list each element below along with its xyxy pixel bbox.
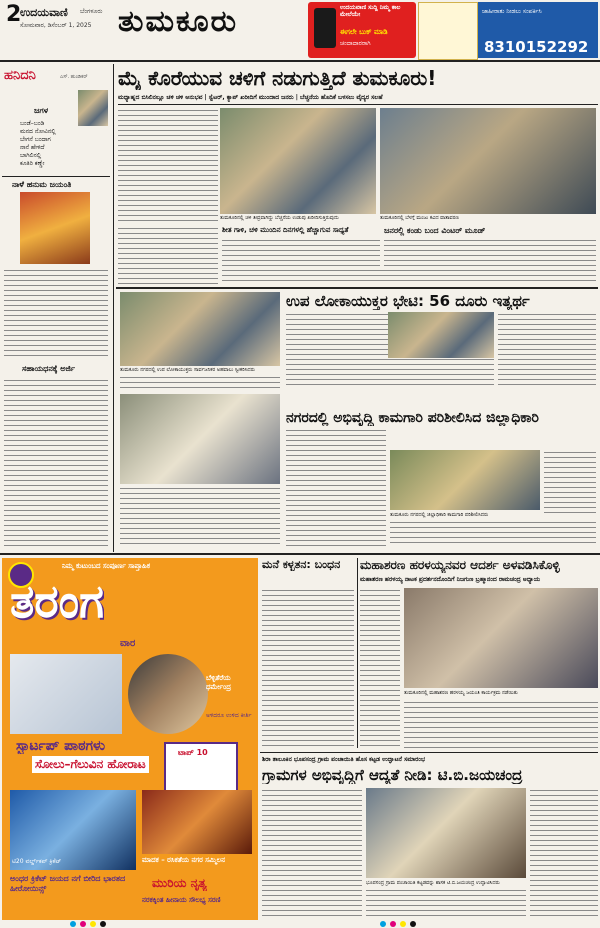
poem-line: ಬಾಗಿಲಿನಲ್ಲಿ [20, 152, 42, 159]
color-dot-icon [410, 921, 416, 927]
lead-photo-1 [220, 108, 376, 214]
badge-text: ಟಾಪ್ 10 [178, 748, 208, 757]
actor-cover [128, 654, 208, 734]
issue-date: ಸೋಮವಾರ, ಡಿಸೆಂಬರ್ 1, 2025 [20, 22, 92, 29]
ad-line-3: ಚಂದಾದಾರರಾಗಿ [340, 40, 371, 47]
lead-photo-2 [380, 108, 596, 214]
story4-headline: ಮಹಾಶರಣ ಹರಳಯ್ಯನವರ ಆದರ್ಶ ಅಳವಡಿಸಿಕೊಳ್ಳಿ [360, 558, 560, 572]
registration-marks [0, 920, 600, 928]
lead-subhead-rule [118, 104, 598, 105]
story3-caption: ತುಮಕೂರು ನಗರದಲ್ಲಿ ಜಿಲ್ಲಾಧಿಕಾರಿ ಕಾಮಗಾರಿ ಪರಿಶೀಲಿಸಿದರು [390, 512, 489, 518]
item2-title: ಸಹಾಯಧನಕ್ಕೆ ಅರ್ಜಿ [22, 364, 76, 373]
contact-line: ಜಾಹೀರಾತು ನೀಡಲು ಸಂಪರ್ಕಿಸಿ [482, 8, 542, 15]
color-dot-icon [380, 921, 386, 927]
color-dot-icon [100, 921, 106, 927]
lead-box-1: ಶೀತ ಗಾಳಿ, ಚಳಿ ಮುಂದಿನ ದಿನಗಳಲ್ಲಿ ಹೆಚ್ಚಾಗುವ ಸಾಧ್ಯತೆ [222, 226, 349, 234]
story2-caption-body [120, 375, 280, 391]
poem-line: ನಾನೆ ಹೇಳಿದೆ [20, 144, 45, 151]
story3-photo [390, 450, 540, 510]
subscription-ad [308, 2, 416, 58]
lead-photo-2-caption: ತುಮಕೂರಿನಲ್ಲಿ ಬೆಳಗ್ಗೆ ಮಂಜು ಕವಿದ ವಾತಾವರಣ [380, 215, 459, 221]
taranga-subtitle: ವಾರ [120, 638, 136, 649]
sidebar-rule [113, 64, 114, 552]
taranga-footer: ನರಕಕ್ಕಿಂತ ಹೀನಾಯ ಸೌಲಭ್ಯ ಸರಣಿ [142, 896, 221, 904]
story5-body-2 [366, 888, 526, 918]
lead-body-cols [118, 226, 218, 284]
story2-caption: ತುಮಕೂರು ನಗರದಲ್ಲಿ ಉಪ ಲೋಕಾಯುಕ್ತರು ಸಾರ್ವಜನಿಕರ ಅಹವಾಲು ಸ್ವೀಕರಿಸಿದರು [120, 367, 255, 373]
masthead [0, 0, 600, 62]
edition: ಬೆಂಗಳೂರು [80, 8, 103, 15]
story5-caption: ಭೂಪಸಂದ್ರ ಗ್ರಾಮ ಪಂಚಾಯಿತಿ ಕಟ್ಟಡವನ್ನು ಶಾಸಕ ಟಿ.ಬಿ.ಜಯಚಂದ್ರ ಉದ್ಘಾಟಿಸಿದರು [366, 880, 500, 886]
contact-ad [478, 2, 598, 58]
lead-headline: ಮೈ ಕೊರೆಯುವ ಚಳಿಗೆ ನಡುಗುತ್ತಿದೆ ತುಮಕೂರು! [118, 66, 437, 90]
cover3-text: ಅಂಧರ ಕ್ರಿಕೆಟ್ ಜಯದ ನಗೆ ಬೀರಿದ ಭಾರತದ ಹೀರೋಯಿನ್ಸ್ [10, 874, 126, 893]
cover4-text: ಮಾದಕ – ರಸಿಕತೆಯ ನಗರ ಸಮ್ಮಿಲನ [142, 856, 226, 864]
startup-cover [10, 654, 122, 734]
cover2-sub: ಅಳಿದರೂ ಉಳಿದ ಕೀರ್ತಿ [206, 712, 252, 719]
story4-body [360, 588, 400, 748]
divider [2, 176, 110, 177]
color-dot-icon [390, 921, 396, 927]
section-title: ತುಮಕೂರು [118, 4, 239, 39]
ad-line-1: ಉದಯವಾಣಿ ಸುದ್ದಿ ನಿಮ್ಮ ಕಾಲ ಮೇಲೆಯೇ [340, 4, 401, 18]
item2-body [4, 378, 108, 548]
taranga-tagline: ನಿಮ್ಮ ಕುಟುಂಬದ ಸಂಪೂರ್ಣ ಸಾಪ್ತಾಹಿಕ [62, 562, 150, 570]
story2-headline: ಉಪ ಲೋಕಾಯುಕ್ತರ ಭೇಟಿ: 56 ದೂರು ಇತ್ಯರ್ಥ [286, 292, 530, 310]
top10-badge [164, 742, 238, 792]
small-story-headline: ಮನೆ ಕಳ್ಳತನ: ಬಂಧನ [262, 558, 341, 571]
ad-line-2: ಈಗಲೇ ಬುಕ್ ಮಾಡಿ [340, 28, 388, 36]
story5-side [530, 788, 598, 918]
lead-end-rule [116, 287, 598, 289]
item1-body [4, 268, 108, 360]
poem-title: ಜಗಳ [34, 106, 49, 115]
story2-photo [120, 292, 280, 366]
column-byline: ಎಸ್. ಹುಂಡಿಕರ್ [60, 74, 88, 80]
lead-body-cols-2 [222, 268, 596, 284]
ad-box-2 [418, 2, 478, 60]
story3-headline: ನಗರದಲ್ಲಿ ಅಭಿವೃದ್ಧಿ ಕಾಮಗಾರಿ ಪರಿಶೀಲಿಸಿದ ಜಿಲ್ಲಾಧಿಕಾರಿ [286, 410, 539, 426]
dance-cover [142, 790, 252, 854]
color-dot-icon [400, 921, 406, 927]
story2-photo-3 [120, 394, 280, 484]
lead-box-1-body [222, 238, 380, 266]
story4-subhead: ಮಹಾಶರಣ ಹರಳಯ್ಯ ನಾಟಕ ಪ್ರದರ್ಶನದೊಂದಿಗೆ ನಿಜಗುಣ ಬ್ರಹ್ಮಾನಂದ ರಾಮಚಂದ್ರ ಅಧ್ಯಾಯ [360, 576, 541, 583]
sidebar [0, 64, 112, 552]
color-dot-icon [90, 921, 96, 927]
story2-side-body [498, 312, 596, 388]
story3-body-2 [390, 520, 596, 546]
mid-rule [0, 553, 600, 555]
cover1-text: ಸ್ಟಾರ್ಟಪ್ ಪಾಠಗಳು [16, 738, 106, 754]
color-dot-icon [70, 921, 76, 927]
phone-icon [314, 8, 336, 48]
sport-label: ಟಿ20 ವರ್ಲ್ಡ್‌ಕಪ್ ಕ್ರಿಕೆಟ್ [12, 858, 62, 865]
color-dot-icon [80, 921, 86, 927]
lead-photo-1-caption: ತುಮಕೂರಿನಲ್ಲಿ ಚಳಿ ತೀವ್ರವಾಗಿದ್ದು ಬೆಚ್ಚನೆಯ ಉಡುಪು ಖರೀದಿಸುತ್ತಿರುವುದು [220, 215, 339, 221]
temple-photo [20, 192, 90, 264]
story2-photo-2 [388, 312, 494, 358]
item1-title: ನಾಳೆ ಹನುಮ ಜಯಂತಿ [12, 180, 72, 189]
poem-line: ಮನದ ನೋವಿನಲ್ಲಿ [20, 128, 56, 135]
small-story-rule [357, 558, 358, 748]
page-number: 2 [6, 2, 22, 27]
poem-line: ಬೇಗನೆ ಬಂದಾಗ [20, 136, 51, 143]
column-title: ಹನಿದನಿ [4, 68, 36, 83]
story5-body [262, 788, 362, 918]
contact-phone: 8310152292 [484, 38, 589, 56]
cover1-sub: ಸೋಲು–ಗೆಲುವಿನ ಹೋರಾಟ [32, 756, 149, 773]
lead-subhead: ಮಧ್ಯಾಹ್ನದ ಬಿಸಿಲಿನಲ್ಲೂ ಚಳಿ ಚಳಿ ಅನುಭವ | ಸ್ವೆಟರ್, ಕ್ಯಾಪ್ ಖರೀದಿಗೆ ಮುಂದಾದ ಜನರು | ಬೆಚ್ಚನೆಯ ಹೊದಿಕೆ ಬಳಸಲು ವೈದ್ಯರ ಸಲಹೆ [118, 94, 383, 101]
lead-box-2-body [384, 238, 596, 266]
story5-kicker: ಶಿರಾ ತಾಲೂಕಿನ ಭೂಪಸಂದ್ರ ಗ್ರಾಮ ಪಂಚಾಯಿತಿ ಹೊಸ ಕಟ್ಟಡ ಉದ್ಘಾಟನೆ ಸಮಾರಂಭ [262, 756, 426, 763]
story4-caption: ತುಮಕೂರಿನಲ್ಲಿ ಮಹಾಶರಣ ಹರಳಯ್ಯ ಜಯಂತಿ ಕಾರ್ಯಕ್ರಮ ನಡೆಯಿತು [404, 690, 518, 696]
story2-photo-3-caption [120, 486, 280, 546]
story4-body-2 [404, 700, 598, 748]
lead-box-2: ಜನರಲ್ಲಿ ಕಂಡು ಬಂದ ವಿಂಟರ್ ಮೂಡ್ [384, 226, 486, 235]
poem-line: ಬಂಡೆ–ಬಂಡಿ [20, 120, 45, 127]
taranga-title: ತರಂಗ [10, 574, 104, 628]
lower-rule [260, 752, 598, 753]
story5-photo [366, 788, 526, 878]
story4-photo [404, 588, 598, 688]
small-story-body [262, 588, 354, 748]
paper-name: ಉದಯವಾಣಿ [20, 6, 68, 19]
taranga-ad [2, 558, 258, 920]
poem-body [20, 120, 94, 168]
cover2-text: ಬೆಳ್ಳಿತೆರೆಯ ಧರ್ಮೇಂದ್ರ [206, 674, 232, 691]
story5-headline: ಗ್ರಾಮಗಳ ಅಭಿವೃದ್ಧಿಗೆ ಆದ್ಯತೆ ನೀಡಿ: ಟಿ.ಬಿ.ಜಯಚಂದ್ರ [262, 766, 523, 784]
poem-line: ಕೂತಿರಿ ಕಣ್ಣೇ [20, 160, 45, 167]
masthead-rule [0, 60, 600, 62]
story3-body [286, 428, 386, 546]
story3-side [544, 450, 596, 516]
cover4-sub: ಮುರಿಯ ನೃತ್ಯ [152, 876, 207, 890]
lead-body-col [118, 108, 218, 224]
